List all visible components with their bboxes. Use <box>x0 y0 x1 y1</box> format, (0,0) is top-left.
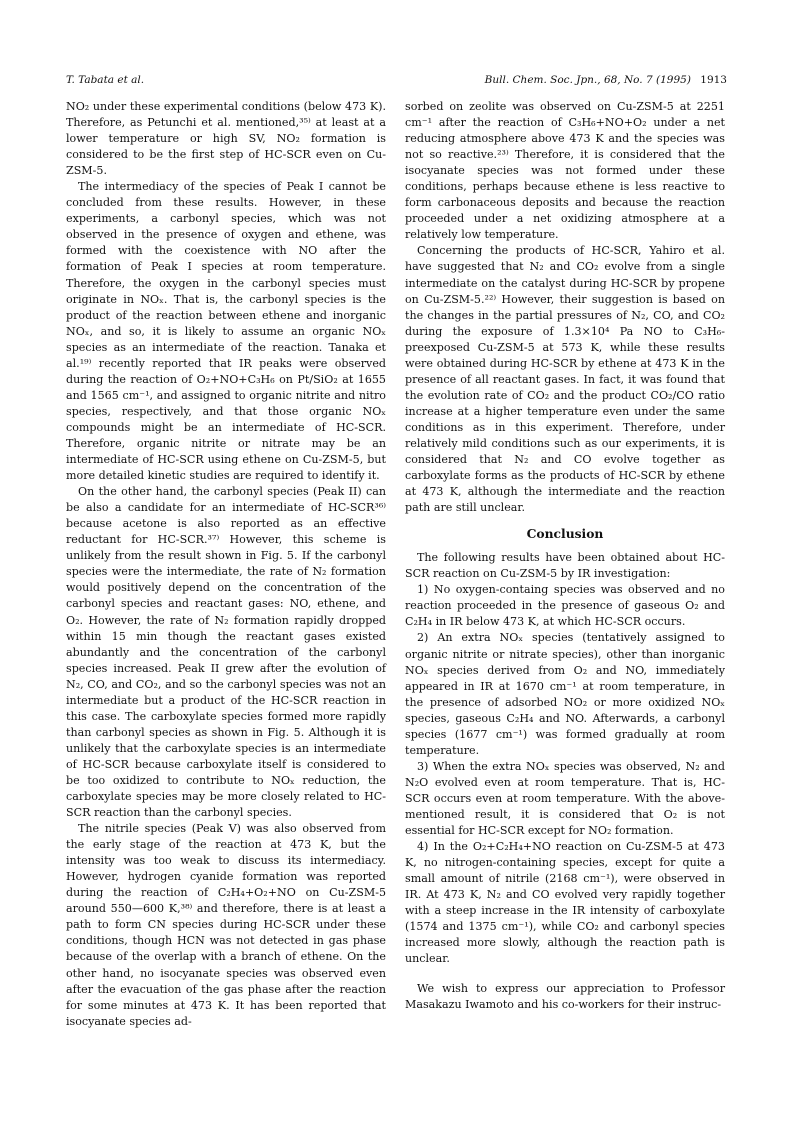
conclusion-item: 4) In the O₂+C₂H₄+NO reaction on Cu-ZSM-5 at 473 K, no nitrogen-containing species, except for quite a small amount of nitrile (2168 cm⁻¹), were observed in IR. At 473 K, N₂ and CO evolved very rapidly together with a steep increase in the IR intensity of carboxylate (1574 and 1375 cm⁻¹), while CO₂ and carbonyl species increased more slowly, although the reaction path is unclear. <box>405 840 725 966</box>
conclusion-item: 1) No oxygen-containg species was observed and no reaction proceeded in the presence of gaseous O₂ and C₂H₄ in IR below 473 K, at which HC-SCR occurs. <box>405 583 725 629</box>
body-paragraph: On the other hand, the carbonyl species (Peak II) can be also a candidate for an intermediate of HC-SCR³⁶⁾ because acetone is also reported as an effective reductant for HC-SCR.³⁷⁾ However, this scheme is unlikely from the result shown in Fig. 5. If the carbonyl species were the intermediate, the rate of N₂ formation would positively depend on the concentration of the carbonyl species and reactant gases: NO, ethene, and O₂. However, the rate of N₂ formation rapidly dropped within 15 min though the reactant gases existed abundantly and the concentration of the carbonyl species increased. Peak II grew after the evolution of N₂, CO, and CO₂, and so the carbonyl species was not an intermediate but a product of the HC-SCR reaction in this case. The carboxylate species formed more rapidly than carbonyl species as shown in Fig. 5. Although it is unlikely that the carboxylate species is an intermediate of HC-SCR because carboxylate itself is considered to be too oxidized to contribute to NOₓ reduction, the carboxylate species may be more closely related to HC-SCR reaction than the carbonyl species. <box>66 485 386 820</box>
acknowledgment-paragraph: We wish to express our appreciation to Professor Masakazu Iwamoto and his co-workers for their instruc- <box>405 982 725 1012</box>
conclusion-item: 2) An extra NOₓ species (tentatively assigned to organic nitrite or nitrate species), other than inorganic NOₓ species derived from O₂ and NO, immediately appeared in IR at 1670 cm⁻¹ at room temperature, in the presence of adsorbed NO₂ or more oxidized NOₓ species, gaseous C₂H₄ and NO. Afterwards, a carbonyl species (1677 cm⁻¹) was formed gradually at room temperature. <box>405 631 725 757</box>
body-paragraph: sorbed on zeolite was observed on Cu-ZSM-5 at 2251 cm⁻¹ after the reaction of C₃H₆+NO+O₂ under a net reducing atmosphere above 473 K and the species was not so reactive.²³⁾ Therefore, it is considered that the isocyanate species was not formed under these conditions, perhaps because ethene is less reactive to form carbonaceous deposits and because the reaction proceeded under a net oxidizing atmosphere at a relatively low temperature. <box>405 100 725 242</box>
body-paragraph: The nitrile species (Peak V) was also observed from the early stage of the reaction at 473 K, but the intensity was too weak to discuss its intermediacy. However, hydrogen cyanide formation was reported during the reaction of C₂H₄+O₂+NO on Cu-ZSM-5 around 550—600 K,³⁸⁾ and therefore, there is at least a path to form CN species during HC-SCR under these conditions, though HCN was not detected in gas phase because of the overlap with a branch of ethene. On the other hand, no isocyanate species was observed even after the evacuation of the gas phase after the reaction for some minutes at 473 K. It has been reported that isocyanate species ad- <box>66 822 386 1028</box>
page-number: 1913 <box>700 74 727 86</box>
running-header <box>66 74 727 90</box>
section-spacer <box>405 967 725 981</box>
conclusion-intro: The following results have been obtained about HC-SCR reaction on Cu-ZSM-5 by IR investigation: <box>405 551 725 581</box>
section-heading-conclusion: Conclusion <box>526 526 604 542</box>
running-header-journal: Bull. Chem. Soc. Jpn., 68, No. 7 (1995) <box>484 74 691 86</box>
body-paragraph: Concerning the products of HC-SCR, Yahiro et al. have suggested that N₂ and CO₂ evolve from a single intermediate on the catalyst during HC-SCR by propene on Cu-ZSM-5.²²⁾ However, their suggestion is based on the changes in the partial pressures of N₂, CO, and CO₂ during the exposure of 1.3×10⁴ Pa NO to C₃H₆-preexposed Cu-ZSM-5 at 573 K, while these results were obtained during HC-SCR by ethene at 473 K in the presence of all reactant gases. In fact, it was found that the evolution rate of CO₂ and the product CO₂/CO ratio increase at a higher temperature even under the same conditions as in this experiment. Therefore, under relatively mild conditions such as our experiments, it is considered that N₂ and CO evolve together as carboxylate forms as the products of HC-SCR by ethene at 473 K, although the intermediate and the reaction path are still unclear. <box>405 244 725 515</box>
running-header-authors: T. Tabata et al. <box>66 74 145 86</box>
running-header-journal-group <box>485 74 727 86</box>
right-column <box>405 99 725 1014</box>
body-paragraph: The intermediacy of the species of Peak I cannot be concluded from these results. However, in these experiments, a carbonyl species, which was not observed in the presence of oxygen and ethene, was formed with the coexistence with NO after the formation of Peak I species at room temperature. Therefore, the oxygen in the carbonyl species must originate in NOₓ. That is, the carbonyl species is the product of the reaction between ethene and inorganic NOₓ, and so, it is likely to assume an organic NOₓ species as an intermediate of the reaction. Tanaka et al.¹⁹⁾ recently reported that IR peaks were observed during the reaction of O₂+NO+C₃H₆ on Pt/SiO₂ at 1655 and 1565 cm⁻¹, and assigned to organic nitrite and nitro species, respectively, and that those organic NOₓ compounds might be an intermediate of HC-SCR. Therefore, organic nitrite or nitrate may be an intermediate of HC-SCR using ethene on Cu-ZSM-5, but more detailed kinetic studies are required to identify it. <box>66 180 386 483</box>
conclusion-item: 3) When the extra NOₓ species was observed, N₂ and N₂O evolved even at room temperature. That is, HC-SCR occurs even at room temperature. With the above-mentioned result, it is considered that O₂ is not essential for HC-SCR except for NO₂ formation. <box>405 759 725 838</box>
left-column <box>66 99 386 1030</box>
body-paragraph: NO₂ under these experimental conditions (below 473 K). Therefore, as Petunchi et al. mentioned,³⁵⁾ at least at a lower temperature or high SV, NO₂ formation is considered to be the first step of HC-SCR even on Cu-ZSM-5. <box>66 100 386 178</box>
